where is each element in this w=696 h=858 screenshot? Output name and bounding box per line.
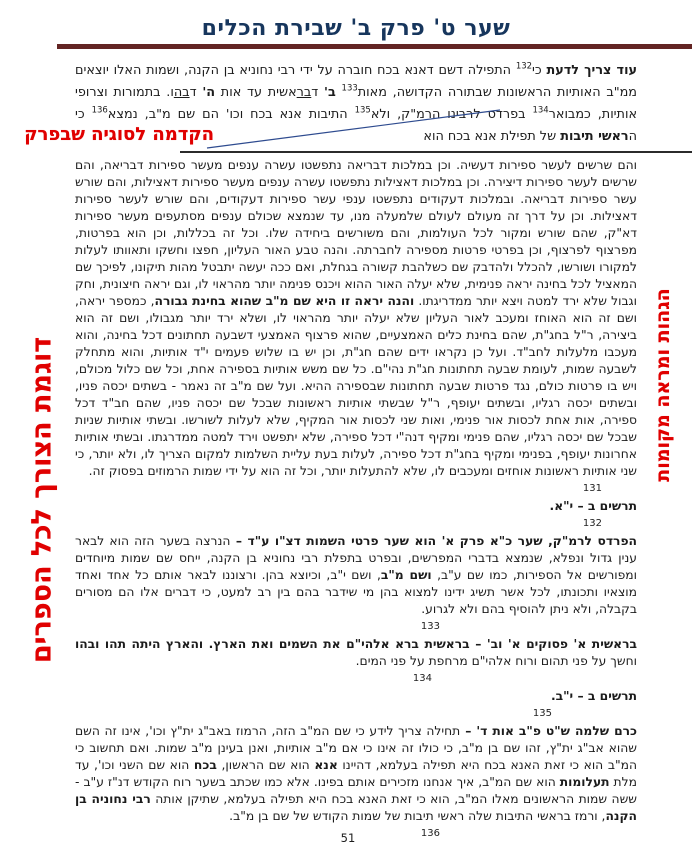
- footnote-number: 132: [582, 518, 602, 529]
- footnote-text: תרשים ב – י"א.: [549, 499, 637, 513]
- page-number: 51: [340, 831, 356, 845]
- footnote-number: 135: [532, 708, 552, 719]
- footnote-number: 133: [420, 621, 440, 632]
- footnote-text: בראשית א' פסוקים א' וב' – בראשית ברא אלהי"ם את השמים ואת הארץ. והארץ היתה תהו ובהו וחשך על פני תהום ורוח אלהי"ם מרחפת על פני המים.: [75, 637, 637, 668]
- footnotes-section: [75, 157, 637, 843]
- right-margin-note: הגהות ומראה מקומות: [652, 288, 674, 482]
- footnote-number: 134: [412, 673, 432, 684]
- footnote-number: 131: [582, 483, 602, 494]
- footnote-text: כרם שלמה ש"ט פ"ב אות ד' – תחילה צריך לידע כי שם המ"ב הזה, הרמוז באב"ג ית"ץ וכו', אינו זה השם שהוא אב"ג ית"ץ, זהו שם בן מ"ב, כי כולו זה אינו כי אם מ"ב אותיות, ואנן בעינן מ"ב שמות. ואם תחשוב כי המ"ב הוא כי זאת האנא בכח היא תפילה בעלמא, דהיינו אנא הוא שם הראשון, בכח הוא שם השני וכו', עד מלת תעלומות הוא שם המ"ב, איך אנחנו מזכירים אותם בפינו. אלא כמו שכתב בשער רוח הקודש דנ"ז ע"ב - ששה שמות הראשונים מאלו המ"ב, הוא כי זאת האנא בכח היא תפילה בעלמא, שתיקן אותה רבי נחוניה בן הקנה, ורמז בראשי התיבות שלה ראשי תיבות של שמות הקודש של שם בן מ"ב.: [75, 724, 637, 823]
- footnote-text: הפרדס לרמ"ק, שער כ"א פרק א' הוא שער פרטי השמות דצ"ו ע"ד – הנרצה בשער הזה הוא לבאר ענין גדול ונפלא, שנמצא בדברי המפרשים, ובפרט בתפלת רבי נחוניא בן הקנה, ייחס שם שמות מיוחדים ומפורשים אל הספירות, כמו שם ע"ב, ושם מ"ב, ושם י"ב, וכיוצא בהן. ורצוננו לבאר אותם כל אחד ואחד מוצאיו ותכונתו, לכל אשר תשיג ידינו למצוא בהן מי שידבר בהם בין רב למעט, כי דברים אלו הם מסורים בקבלה, ולא ניתן להוסיף בהם ולא לגרוע.: [75, 534, 638, 616]
- footnote-number: 136: [420, 828, 440, 839]
- annotation-pointer-line: [200, 104, 510, 154]
- footnote-separator: [180, 151, 692, 153]
- title-rule-divider: [57, 44, 692, 49]
- page-title: שער ט' פרק ב' שבירת הכלים: [201, 16, 511, 41]
- footnote-text: תרשים ב – י"ב.: [550, 689, 637, 703]
- intro-annotation-note: הקדמה לסוגיה שבפרק: [24, 124, 214, 145]
- main-text-paragraph: עוד צריך לדעת כי$^{132}$ התפילה דשם דאנא בכח חוברה על ידי רבי נחוניא בן הקנה, ושמות האלו יוצאים ממ"ב האותיות הראשונות שבתורה הקדושה, מאות$^{133}$ ב' דבראשית עד אות ה' דבהו. בתמורות וצרופי אותיות, כמבואר$^{134}$ בפרדס לרבינו הרמ"ק, ולא$^{135}$ התיבות אנא בכח וכו' הם שם מ"ב, נמצא$^{136}$ כי הראשי תיבות של תפילת אנא בכח הוא: [75, 61, 637, 144]
- footnote-continuation: והם שרשים לעשר ספירות דעשיה. וכן במלכות דבריאה נתפשטו עשרה ענפים מעשר ספירות דבריאה, והם שרשים לעשר ספירות דיצירה. וכן במלכות דאצילות נתפשטו עשרה ענפים מעשר ספירות דאצילות, והם שורש עשר ספירות דבריאה. ובמלכות דעקודים נתפשטו ענפי עשר ספירות דעקודים, והם שורש לעשר ספירות דאצילות. וכן על דרך זה מעולם לעולם שלמעלה מנו, עד שנמצא שכולם ענפים מסתעפים מעשר ספירות דא"ק, שהם שורש ומקור לכל העולמות, והם משורשים ביחידה שלו. וכל זה בכללות, וכן הוא בפרטות, מפרצוף לפרצוף, וכן בפרטי פרטות מספירה לחברתה. והנה טבע האור העליון, חפצו וחשקו ותאוותו לעלות למקורו ושורשו, להכלל ולהדבק שם כשלהבת קשורה בגחלת, ואם ככה יעשה יתבטל מהות תיקונו, לפיכך שם המאציל לכל בחינה יראה פנימית, שלא יעלה האור ההוא ויכנס פנימה יותר מהראוי לו, וגם יראה חיצונית, וחק וגבול שלא ירד למטה ויצא יותר ממדריגתו. והנה יראה זו היא שם מ"ב שהוא בחינת גבורה, כמספר יראה, ושם זה הוא האוחז ומעכב לאור העליון שלא יעלה יותר מהראוי לו, ושלא ירד יותר מגבולו, ושם זה הוא ביצירה, ר"ל בחג"ת, שהם בחינת כלים האמצעיים, שהוא פרצוף האמצעי דשבעה תחתונים דכל בחינה, והוא מעכבו מלעלות לחב"ד. ועל כן נקראו ידים שהם חג"ת, וכן יש בו שלוש פעמים י"ד אותיות, והוא מתחלק לשבעה שמות, לעומת שבעה תחתונות חג"ת נהי"ם. כל שם משש אותיות בספירה אחת, וכל שם כלול מכולם, ויש בו פרטות כולם, נגד פרטות שבעה תחתונות שבספירה ההיא. ועל שם מ"ב זה נאמר - בשתים יכסה פניו, ובשתים יכסה רגליו, ובשתים יעופף, ר"ל שבשתי אותיות ראשונות שבכל שם יכסה פניו, שהם חב"ד דכל ספירה, אות אחת לכסות אור פנימי, ואות שני לכסות אור המקיף, שלא לעלות לשורשו. ובשתי אותיות שניות שבכל שם יכסה רגליו, שהם פנימי ומקיף דנה"י דכל ספירה, שלא יתפשט וירד למטה ממדרגתו. ובשתי אותיות אחרונות יעופף, בפנימי ומקיף בחג"ת דכל ספירה, לעלות בעת עליית השלמות למקום הצריך לו, ולא יותר, כי שני אותיות ראשונות אוחזים ומעכבים לו, שלא להתעלות יותר, וכל זה הוא על ידי שמות הרמוזים בפסוק זה.: [75, 158, 637, 478]
- left-margin-note: דוגמת הצורך לכל הספרים: [26, 336, 58, 664]
